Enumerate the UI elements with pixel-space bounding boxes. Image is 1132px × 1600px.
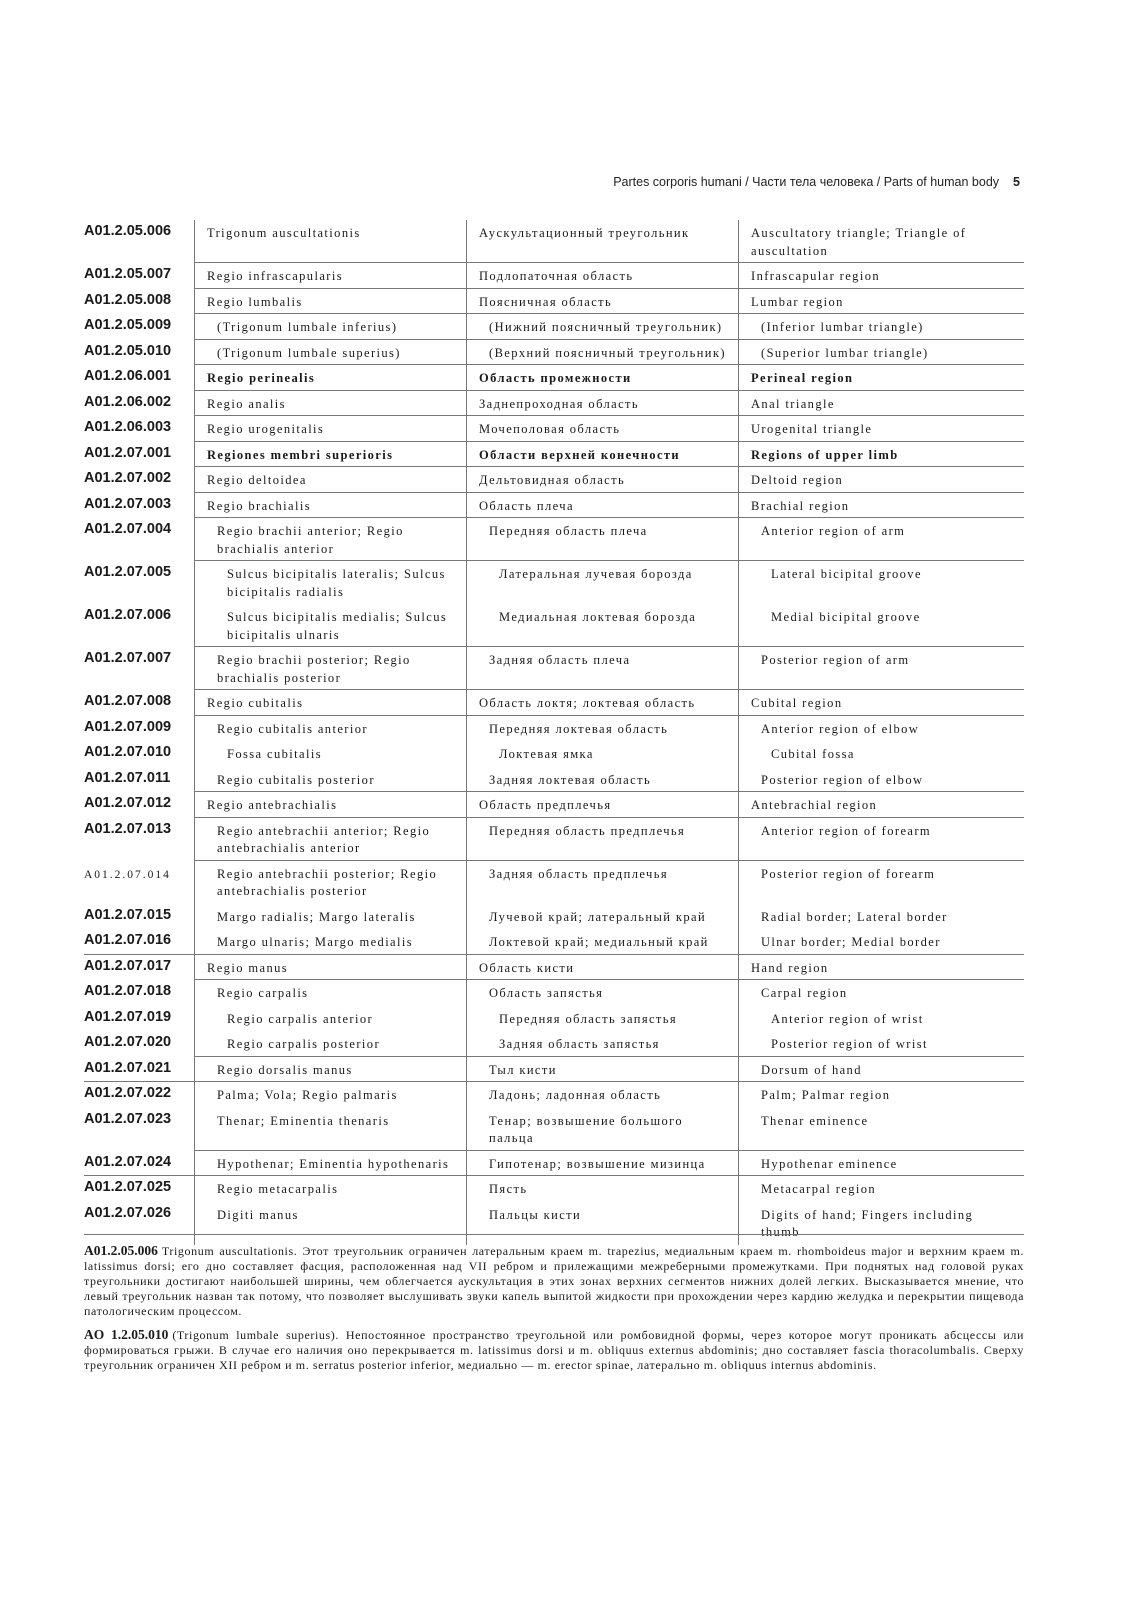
term-code: A01.2.05.008: [84, 291, 172, 308]
english-term: Posterior region of arm: [738, 647, 1024, 690]
russian-term: Передняя локтевая область: [466, 716, 738, 742]
table-row: [84, 604, 1024, 647]
russian-term: Область запястья: [466, 980, 738, 1006]
term-code: A01.2.07.024: [84, 1153, 172, 1170]
latin-term: Regio lumbalis: [194, 289, 466, 315]
term-code: A01.2.07.004: [84, 521, 172, 537]
latin-term: Sulcus bicipitalis medialis; Sulcus bicipitalis ulnaris: [194, 604, 466, 647]
russian-term: Гипотенар; возвышение мизинца: [466, 1151, 738, 1177]
term-code: A01.2.07.015: [84, 906, 172, 923]
term-code: A01.2.07.001: [84, 444, 172, 461]
term-code: A01.2.07.012: [84, 795, 172, 811]
table-row: [84, 1151, 1024, 1177]
latin-term: Palma; Vola; Regio palmaris: [194, 1082, 466, 1108]
english-term: Posterior region of forearm: [738, 861, 1024, 904]
russian-term: Подлопаточная область: [466, 263, 738, 289]
term-code: A01.2.07.026: [84, 1204, 172, 1221]
term-code: A01.2.07.006: [84, 607, 172, 623]
term-code: A01.2.07.023: [84, 1110, 172, 1127]
russian-term: Передняя область плеча: [466, 518, 738, 561]
latin-term: Regio carpalis anterior: [194, 1006, 466, 1032]
english-term: Digits of hand; Fingers including thumb: [738, 1202, 1024, 1245]
english-term: Ulnar border; Medial border: [738, 929, 1024, 955]
latin-term: Regio deltoidea: [194, 467, 466, 493]
latin-term: Sulcus bicipitalis lateralis; Sulcus bicipitalis radialis: [194, 561, 466, 604]
latin-term: Digiti manus: [194, 1202, 466, 1245]
english-term: Anterior region of wrist: [738, 1006, 1024, 1032]
table-row: [84, 647, 1024, 690]
english-term: Thenar eminence: [738, 1108, 1024, 1151]
term-code: A01.2.05.010: [84, 342, 172, 359]
table-row: [84, 1108, 1024, 1151]
latin-term: Margo radialis; Margo lateralis: [194, 904, 466, 930]
russian-term: Пальцы кисти: [466, 1202, 738, 1245]
running-title: Partes corporis humani / Части тела человека / Parts of human body: [613, 175, 1000, 189]
latin-term: Regio perinealis: [194, 365, 466, 391]
latin-term: Regio antebrachii posterior; Regio antebrachialis posterior: [194, 861, 466, 904]
table-row: [84, 416, 1024, 442]
term-code: A01.2.07.019: [84, 1008, 172, 1025]
term-code: A01.2.07.021: [84, 1059, 172, 1076]
table-row: [84, 1031, 1024, 1057]
latin-term: Regiones membri superioris: [194, 442, 466, 468]
latin-term: Regio cubitalis: [194, 690, 466, 716]
latin-term: Thenar; Eminentia thenaris: [194, 1108, 466, 1151]
table-row: [84, 904, 1024, 930]
term-code: A01.2.07.017: [84, 957, 172, 974]
term-code: A01.2.07.005: [84, 564, 172, 580]
latin-term: Regio brachii anterior; Regio brachialis anterior: [194, 518, 466, 561]
russian-term: Задняя локтевая область: [466, 767, 738, 793]
table-row: [84, 690, 1024, 716]
latin-term: (Trigonum lumbale superius): [194, 340, 466, 366]
table-row: [84, 314, 1024, 340]
english-term: Lateral bicipital groove: [738, 561, 1024, 604]
table-row: [84, 365, 1024, 391]
english-term: Metacarpal region: [738, 1176, 1024, 1202]
english-term: Antebrachial region: [738, 792, 1024, 818]
term-code: A01.2.07.003: [84, 495, 172, 512]
term-code: A01.2.05.006: [84, 223, 172, 239]
russian-term: Локтевой край; медиальный край: [466, 929, 738, 955]
english-term: Anal triangle: [738, 391, 1024, 417]
term-code: A01.2.06.003: [84, 419, 172, 435]
table-row: [84, 493, 1024, 519]
english-term: Auscultatory triangle; Triangle of auscultation: [738, 220, 1024, 263]
term-code: A01.2.06.001: [84, 368, 172, 384]
russian-term: Локтевая ямка: [466, 741, 738, 767]
latin-term: Regio cubitalis anterior: [194, 716, 466, 742]
footnotes: [84, 1234, 1024, 1373]
table-row: [84, 220, 1024, 263]
latin-term: Regio antebrachialis: [194, 792, 466, 818]
term-code: A01.2.07.010: [84, 744, 172, 760]
table-row: [84, 955, 1024, 981]
table-row: [84, 1057, 1024, 1083]
english-term: Brachial region: [738, 493, 1024, 519]
english-term: Anterior region of forearm: [738, 818, 1024, 861]
russian-term: Задняя область запястья: [466, 1031, 738, 1057]
table-row: [84, 716, 1024, 742]
table-row: [84, 561, 1024, 604]
russian-term: Задняя область плеча: [466, 647, 738, 690]
english-term: Cubital region: [738, 690, 1024, 716]
table-row: [84, 289, 1024, 315]
russian-term: Тыл кисти: [466, 1057, 738, 1083]
english-term: Regions of upper limb: [738, 442, 1024, 468]
english-term: Radial border; Lateral border: [738, 904, 1024, 930]
page-number: 5: [1013, 175, 1020, 189]
latin-term: Regio brachii posterior; Regio brachialis posterior: [194, 647, 466, 690]
term-code: A01.2.07.016: [84, 932, 172, 948]
russian-term: Поясничная область: [466, 289, 738, 315]
latin-term: Trigonum auscultationis: [194, 220, 466, 263]
russian-term: Мочеполовая область: [466, 416, 738, 442]
latin-term: Hypothenar; Eminentia hypothenaris: [194, 1151, 466, 1177]
term-code: A01.2.07.018: [84, 983, 172, 999]
table-row: [84, 980, 1024, 1006]
term-code: A01.2.07.013: [84, 820, 172, 837]
table-row: [84, 391, 1024, 417]
english-term: Deltoid region: [738, 467, 1024, 493]
russian-term: Задняя область предплечья: [466, 861, 738, 904]
term-code: A01.2.07.008: [84, 693, 172, 709]
table-row: [84, 518, 1024, 561]
footnote-code: AO 1.2.05.010: [84, 1327, 169, 1342]
term-code: A01.2.07.022: [84, 1085, 172, 1101]
russian-term: Заднепроходная область: [466, 391, 738, 417]
table-row: [84, 741, 1024, 767]
english-term: Posterior region of elbow: [738, 767, 1024, 793]
table-row: [84, 1082, 1024, 1108]
term-code: A01.2.05.007: [84, 266, 172, 282]
russian-term: (Нижний поясничный треугольник): [466, 314, 738, 340]
latin-term: Regio carpalis posterior: [194, 1031, 466, 1057]
table-row: [84, 1176, 1024, 1202]
term-code: A01.2.05.009: [84, 317, 172, 333]
table-row: [84, 792, 1024, 818]
latin-term: Regio cubitalis posterior: [194, 767, 466, 793]
russian-term: Дельтовидная область: [466, 467, 738, 493]
russian-term: Область кисти: [466, 955, 738, 981]
table-row: [84, 263, 1024, 289]
english-term: Hypothenar eminence: [738, 1151, 1024, 1177]
running-header: [613, 175, 1020, 189]
english-term: Anterior region of elbow: [738, 716, 1024, 742]
table-row: [84, 818, 1024, 861]
english-term: (Inferior lumbar triangle): [738, 314, 1024, 340]
term-code: A01.2.07.020: [84, 1034, 172, 1050]
footnote-text: Trigonum auscultationis. Этот треугольник ограничен латеральным краем m. trapezius, медиальным краем m. rhomboideus major и верхним краем m. latissimus dorsi; его дно составляет фасция, расположенная над VII ребром и прилежащими межреберными промежутками. При поднятых над головой руках треугольники достигают наибольшей ширины, чем облегчается аускультация в этих зонах верхних сегментов нижних долей легких. Высказывается мнение, что левый треугольник назван так потому, что позволяет выслушивать звуки капель выпитой жидкости при прохождении через кардию желудка и перекрытии пищевода патологическим процессом.: [84, 1244, 1024, 1318]
latin-term: Margo ulnaris; Margo medialis: [194, 929, 466, 955]
russian-term: Пясть: [466, 1176, 738, 1202]
english-term: Anterior region of arm: [738, 518, 1024, 561]
english-term: (Superior lumbar triangle): [738, 340, 1024, 366]
russian-term: Лучевой край; латеральный край: [466, 904, 738, 930]
footnote: [84, 1327, 1024, 1373]
russian-term: Области верхней конечности: [466, 442, 738, 468]
english-term: Medial bicipital groove: [738, 604, 1024, 647]
terminology-table: [84, 220, 1024, 1245]
table-row: [84, 767, 1024, 793]
russian-term: Латеральная лучевая борозда: [466, 561, 738, 604]
english-term: Cubital fossa: [738, 741, 1024, 767]
english-term: Urogenital triangle: [738, 416, 1024, 442]
russian-term: Область локтя; локтевая область: [466, 690, 738, 716]
latin-term: Regio urogenitalis: [194, 416, 466, 442]
latin-term: Fossa cubitalis: [194, 741, 466, 767]
table-row: [84, 861, 1024, 904]
english-term: Infrascapular region: [738, 263, 1024, 289]
table-row: [84, 1006, 1024, 1032]
footnote-text: (Trigonum lumbale superius). Непостоянное пространство треугольной или ромбовидной формы, через которое могут проникать абсцессы или формироваться грыжи. В случае его наличия оно перекрывается m. latissimus dorsi и m. obliquus externus abdominis; дно составляет fascia thoracolumbalis. Сверху треугольник ограничен XII ребром и m. serratus posterior inferior, медиально — m. erector spinae, латерально m. obliquus internus abdominis.: [84, 1328, 1025, 1372]
russian-term: (Верхний поясничный треугольник): [466, 340, 738, 366]
english-term: Palm; Palmar region: [738, 1082, 1024, 1108]
term-code: A01.2.07.011: [84, 769, 171, 786]
russian-term: Ладонь; ладонная область: [466, 1082, 738, 1108]
footnote: [84, 1243, 1024, 1319]
russian-term: Передняя область запястья: [466, 1006, 738, 1032]
term-code: A01.2.07.002: [84, 470, 172, 486]
latin-term: Regio brachialis: [194, 493, 466, 519]
english-term: Dorsum of hand: [738, 1057, 1024, 1083]
russian-term: Область плеча: [466, 493, 738, 519]
russian-term: Медиальная локтевая борозда: [466, 604, 738, 647]
english-term: Perineal region: [738, 365, 1024, 391]
latin-term: Regio analis: [194, 391, 466, 417]
table-row: [84, 467, 1024, 493]
english-term: Hand region: [738, 955, 1024, 981]
latin-term: (Trigonum lumbale inferius): [194, 314, 466, 340]
latin-term: Regio infrascapularis: [194, 263, 466, 289]
latin-term: Regio metacarpalis: [194, 1176, 466, 1202]
english-term: Lumbar region: [738, 289, 1024, 315]
latin-term: Regio carpalis: [194, 980, 466, 1006]
footnote-code: A01.2.05.006: [84, 1243, 158, 1258]
table-row: [84, 340, 1024, 366]
term-code: A01.2.07.007: [84, 650, 172, 666]
table-row: [84, 442, 1024, 468]
term-code: A01.2.07.009: [84, 718, 172, 735]
russian-term: Область предплечья: [466, 792, 738, 818]
russian-term: Тенар; возвышение большого пальца: [466, 1108, 738, 1151]
russian-term: Аускультационный треугольник: [466, 220, 738, 263]
latin-term: Regio manus: [194, 955, 466, 981]
russian-term: Передняя область предплечья: [466, 818, 738, 861]
term-code: A01.2.06.002: [84, 393, 172, 410]
table-row: [84, 929, 1024, 955]
latin-term: Regio dorsalis manus: [194, 1057, 466, 1083]
term-code: A01.2.07.025: [84, 1179, 172, 1195]
english-term: Carpal region: [738, 980, 1024, 1006]
russian-term: Область промежности: [466, 365, 738, 391]
latin-term: Regio antebrachii anterior; Regio antebrachialis anterior: [194, 818, 466, 861]
term-code: A01.2.07.014: [84, 868, 171, 881]
english-term: Posterior region of wrist: [738, 1031, 1024, 1057]
